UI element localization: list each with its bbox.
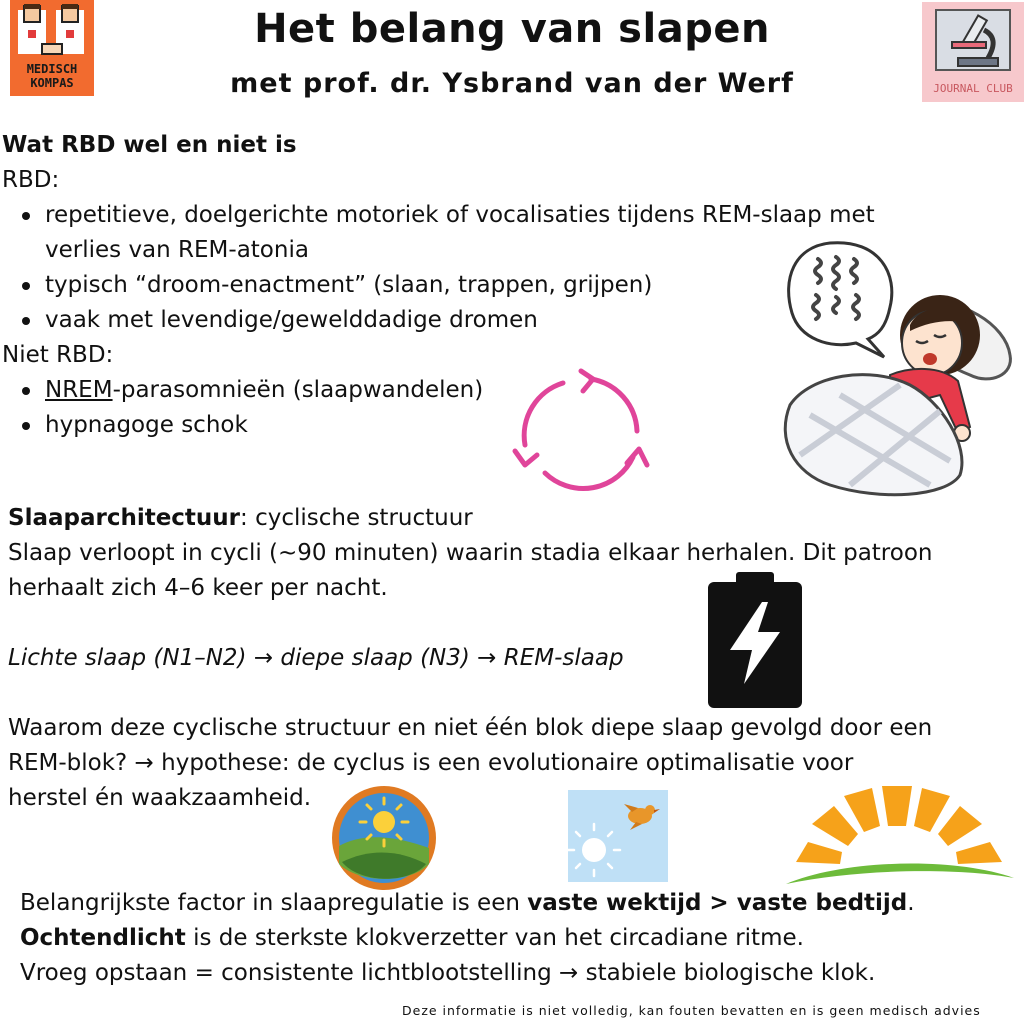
rbd-label: RBD: <box>2 167 60 193</box>
not-rbd-label: Niet RBD: <box>2 342 114 368</box>
architecture-line-1: Slaap verloopt in cycli (~90 minuten) waarin stadia elkaar herhalen. Dit patroon <box>8 540 933 566</box>
architecture-heading-rest: : cyclische structuur <box>240 505 473 531</box>
architecture-line-2: herhaalt zich 4–6 keer per nacht. <box>8 575 388 601</box>
list-item-text: hypnagoge schok <box>45 412 248 438</box>
battery-charging-icon <box>706 570 804 710</box>
journal-club-logo <box>922 2 1024 102</box>
cycle-arrows-icon <box>505 365 665 495</box>
regulation-line-3: Vroeg opstaan = consistente lichtblootstelling → stabiele biologische klok. <box>20 960 876 986</box>
regulation-emphasis: Ochtendlicht <box>20 925 186 951</box>
architecture-section <box>8 501 1018 606</box>
architecture-heading: Slaaparchitectuur <box>8 505 241 531</box>
question-line-1: Waarom deze cyclische structuur en niet één blok diepe slaap gevolgd door een <box>8 715 933 741</box>
logo-line-1: MEDISCH <box>26 62 78 76</box>
rbd-heading: Wat RBD wel en niet is <box>2 132 297 158</box>
regulation-text: is de sterkste klokverzetter van het circadiane ritme. <box>185 925 804 951</box>
logo-right-text: JOURNAL CLUB <box>933 82 1013 95</box>
list-item-text: verlies van REM-atonia <box>45 237 309 263</box>
sleep-sequence: Lichte slaap (N1–N2) → diepe slaap (N3) → REM-slaap <box>8 645 624 671</box>
regulation-text: . <box>907 890 915 916</box>
question-line-3: herstel én waakzaamheid. <box>8 785 312 811</box>
sunrise-icon <box>782 780 1018 890</box>
medisch-kompas-logo <box>10 0 94 96</box>
regulation-section <box>20 886 1020 991</box>
list-item-text: repetitieve, doelgerichte motoriek of vocalisaties tijdens REM-slaap met <box>45 202 875 228</box>
regulation-emphasis: vaste wektijd > vaste bedtijd <box>527 890 908 916</box>
sleeping-girl-illustration <box>770 235 1020 500</box>
disclaimer: Deze informatie is niet volledig, kan fouten bevatten en is geen medisch advies <box>402 1003 981 1018</box>
regulation-line-1 <box>20 886 1020 921</box>
doctors-icon <box>10 0 94 62</box>
list-item-underlined: NREM <box>45 377 113 403</box>
page-subtitle: met prof. dr. Ysbrand van der Werf <box>230 68 794 99</box>
sun-landscape-icon <box>330 784 438 892</box>
logo-line-2: KOMPAS <box>30 76 74 90</box>
question-line-2: REM-blok? → hypothese: de cyclus is een evolutionaire optimalisatie voor <box>8 750 854 776</box>
architecture-heading-line <box>8 501 1018 536</box>
regulation-text: Belangrijkste factor in slaapregulatie is een <box>20 890 528 916</box>
list-item-text: -parasomnieën (slaapwandelen) <box>112 377 484 403</box>
regulation-line-2 <box>20 921 1020 956</box>
morning-sky-bird-icon <box>568 790 668 882</box>
microscope-icon <box>922 2 1024 78</box>
page-title: Het belang van slapen <box>254 6 770 52</box>
list-item-text: vaak met levendige/gewelddadige dromen <box>45 307 538 333</box>
list-item-text: typisch “droom-enactment” (slaan, trappen, grijpen) <box>45 272 653 298</box>
